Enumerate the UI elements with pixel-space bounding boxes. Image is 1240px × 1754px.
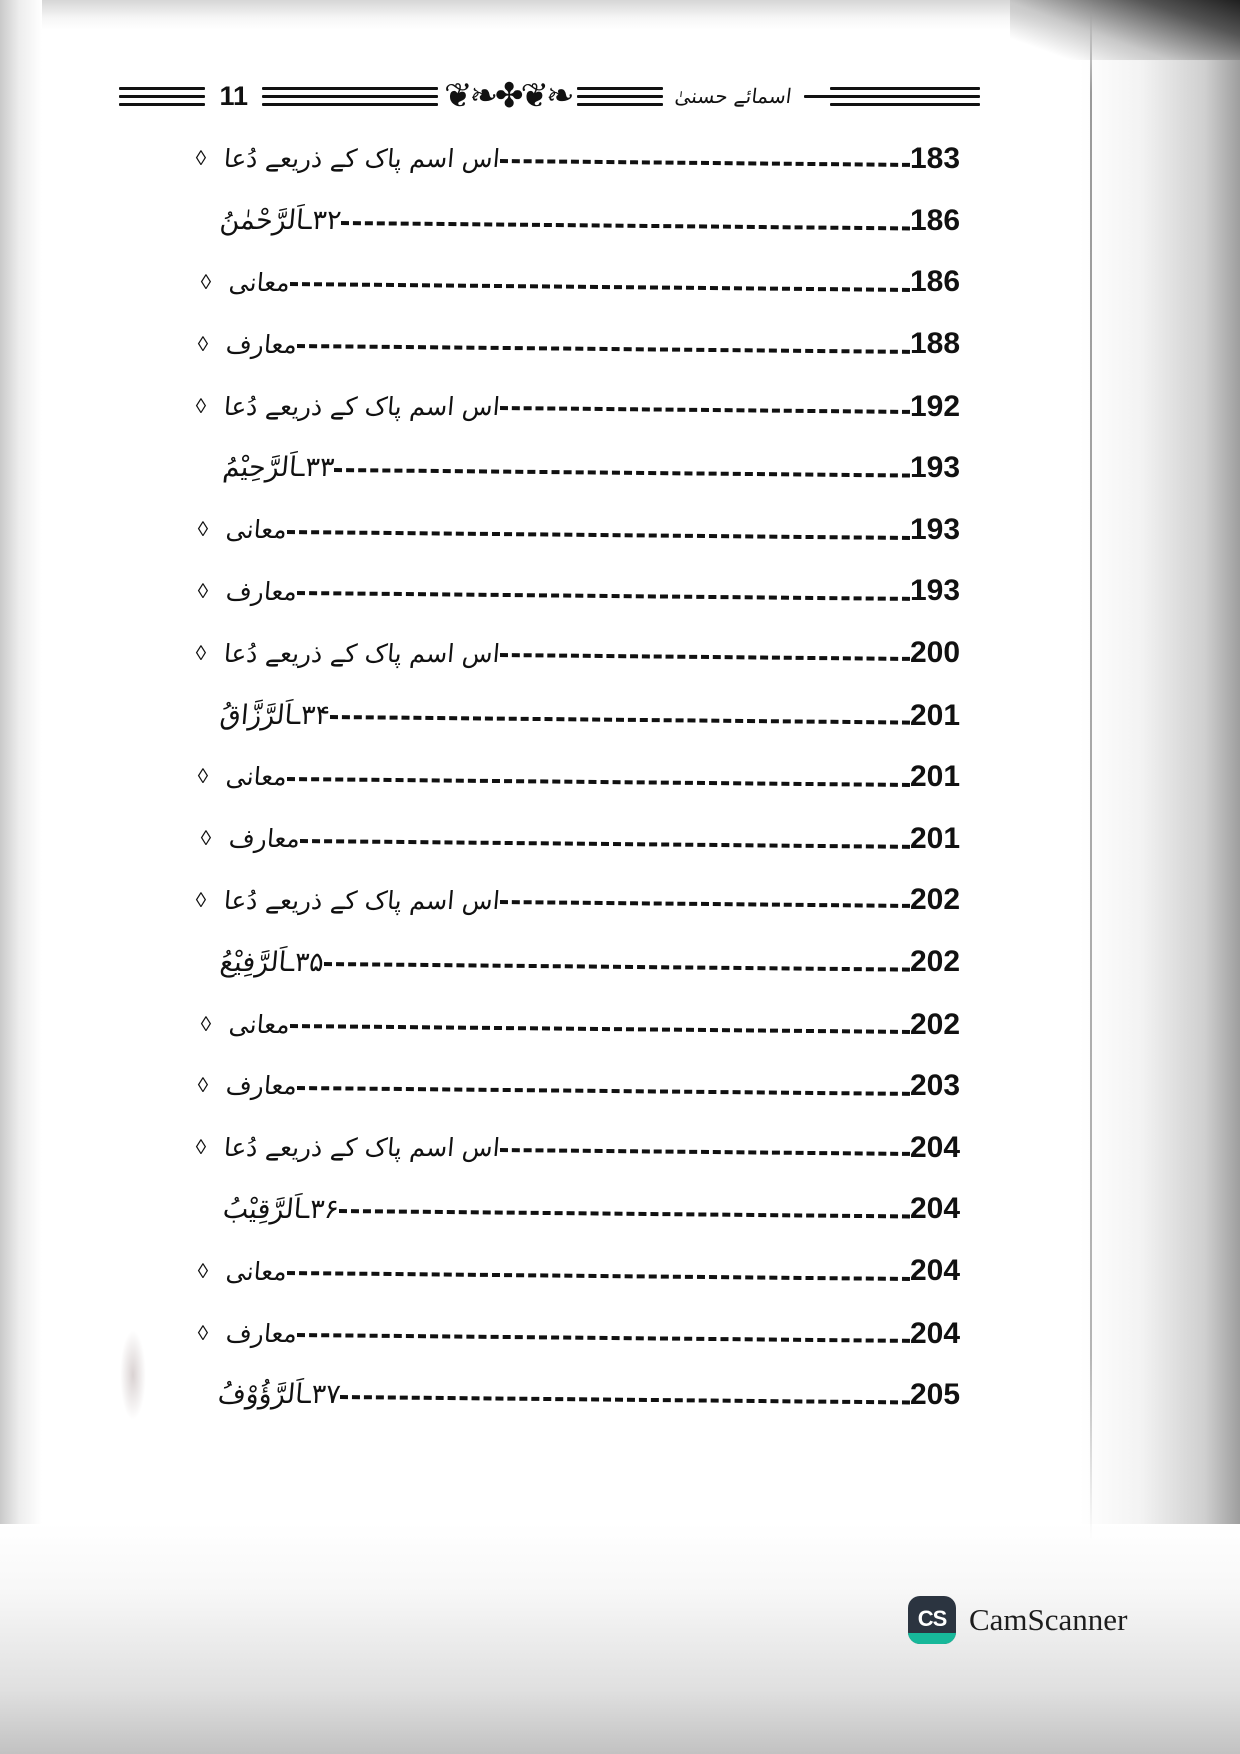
toc-leader-dots [339,1198,910,1220]
toc-bullet-icon: ◊ [197,579,209,603]
toc-page-number: 201 [910,821,961,855]
toc-subentry-label: معارف [224,576,299,606]
toc-entry[interactable] [186,1302,996,1364]
toc-bullet-icon: ◊ [200,270,212,294]
toc-leader-dots [500,642,910,664]
camscanner-wordmark: CamScanner [969,1602,1128,1637]
page-edge-line [1090,0,1092,1540]
toc-name-label: ۳۲ـاَلرَّحْمٰنُ [218,205,343,237]
toc-subentry-label: اس اسم پاک کے ذریعے دُعا [222,885,502,915]
toc-page-number: 201 [910,759,961,793]
toc-name-label: ۳۷ـاَلرَّؤُوْفُ [216,1379,342,1411]
toc-page-number: 200 [910,636,961,670]
toc-page-number: 201 [910,699,961,733]
toc-name-label: ۳۶ـاَلرَّقِيْبُ [221,1193,341,1225]
toc-bullet-icon: ◊ [200,827,212,851]
toc-subentry-label: اس اسم پاک کے ذریعے دُعا [222,1133,502,1163]
toc-page-number: 204 [910,1192,961,1226]
toc-entry[interactable] [189,1179,996,1241]
toc-entry[interactable] [189,437,996,499]
toc-entry[interactable] [184,622,996,684]
toc-entry[interactable] [186,1055,996,1117]
toc-page-number: 193 [910,574,961,608]
toc-entry[interactable] [186,499,996,561]
toc-name-label: ۳۵ـاَلرَّفِيْعُ [218,946,326,978]
toc-entry[interactable] [189,808,996,870]
toc-bullet-icon: ◊ [197,1321,209,1345]
page-header [196,66,980,126]
header-rule-far-left [119,83,205,109]
toc-bullet-icon: ◊ [197,332,209,356]
toc-subentry-label: معانی [224,762,289,792]
toc-page-number: 204 [910,1317,961,1351]
toc-entry[interactable] [186,313,996,375]
book-title: اسمائے حسنیٰ [673,84,794,108]
toc-leader-dots [500,395,910,417]
toc-entry[interactable] [186,190,996,252]
toc-entry[interactable] [189,993,996,1055]
toc-leader-dots [330,704,910,726]
toc-entry[interactable] [184,1117,996,1179]
toc-page-number: 204 [910,1254,961,1288]
toc-subentry-label: معانی [227,267,292,297]
toc-subentry-label: معانی [227,1009,292,1039]
toc-entry[interactable] [189,252,996,314]
toc-page-number: 193 [910,512,961,546]
toc-bullet-icon: ◊ [197,518,209,542]
toc-page-number: 183 [910,141,961,175]
toc-page-number: 193 [910,450,961,484]
toc-bullet-icon: ◊ [195,394,207,418]
toc-leader-dots [287,519,910,541]
toc-subentry-label: اس اسم پاک کے ذریعے دُعا [222,144,502,174]
toc-page-number: 202 [910,945,961,979]
toc-subentry-label: معارف [224,1071,299,1101]
camscanner-logo-icon [908,1596,956,1644]
toc-leader-dots [290,1013,910,1035]
toc-leader-dots [500,889,910,911]
toc-page-number: 188 [910,327,961,361]
scan-corner-shadow [1010,0,1240,60]
toc-leader-dots [340,1384,910,1406]
toc-page-number: 192 [910,390,961,424]
toc-subentry-label: معانی [224,515,289,545]
toc-subentry-label: اس اسم پاک کے ذریعے دُعا [222,638,502,668]
toc-page-number: 186 [910,265,961,299]
toc-page-number: 204 [910,1130,961,1164]
toc-entry[interactable] [184,870,996,932]
toc-leader-dots [287,766,910,788]
header-rule-mid [577,83,663,109]
toc-leader-dots [300,828,910,850]
camscanner-logo-label: CS [917,1605,947,1631]
toc-page-number: 202 [910,1008,961,1042]
toc-leader-dots [297,580,910,602]
toc-page-number: 186 [910,203,961,237]
toc-leader-dots [297,1322,910,1344]
toc-bullet-icon: ◊ [195,147,207,171]
scan-artifact [120,1330,146,1420]
toc-entry[interactable] [186,561,996,623]
header-rule-right [804,83,980,109]
toc-leader-dots [500,1137,910,1159]
ornament-flourish: ❧❦✤❧❦ [444,76,572,116]
toc-name-label: ۳۴ـاَلرَّزَّاقُ [218,699,332,731]
toc-bullet-icon: ◊ [200,1012,212,1036]
toc-name-label: ۳۳ـاَلرَّحِيْمُ [221,452,336,484]
toc-entry[interactable] [184,128,996,190]
camscanner-watermark [908,1596,1127,1644]
toc-subentry-label: معارف [224,1318,299,1348]
toc-bullet-icon: ◊ [195,888,207,912]
toc-subentry-label: معانی [224,1256,289,1286]
toc-leader-dots [334,457,910,479]
toc-page-number: 202 [910,883,961,917]
toc-bullet-icon: ◊ [197,1074,209,1098]
toc-leader-dots [297,333,910,355]
toc-bullet-icon: ◊ [195,641,207,665]
scan-shading-left [0,0,42,1754]
toc-bullet-icon: ◊ [195,1136,207,1160]
toc-entry[interactable] [184,375,996,437]
toc-leader-dots [290,271,910,293]
toc-leader-dots [500,148,910,170]
header-page-number: 11 [219,80,249,111]
toc-bullet-icon: ◊ [197,765,209,789]
toc-bullet-icon: ◊ [197,1259,209,1283]
toc-subentry-label: اس اسم پاک کے ذریعے دُعا [222,391,502,421]
toc-leader-dots [287,1260,910,1282]
toc-entry[interactable] [186,746,996,808]
toc-entry[interactable] [186,684,996,746]
toc-entry[interactable] [186,931,996,993]
toc-leader-dots [297,1075,910,1097]
toc-entry[interactable] [184,1364,996,1426]
toc-entry[interactable] [186,1240,996,1302]
scan-shading-right [1080,0,1240,1754]
table-of-contents [186,128,996,1426]
toc-leader-dots [341,210,910,232]
toc-page-number: 203 [910,1068,961,1102]
toc-subentry-label: معارف [227,824,302,854]
toc-page-number: 205 [910,1377,961,1411]
toc-leader-dots [324,951,910,973]
header-rule-left [262,83,438,109]
toc-subentry-label: معارف [224,329,299,359]
